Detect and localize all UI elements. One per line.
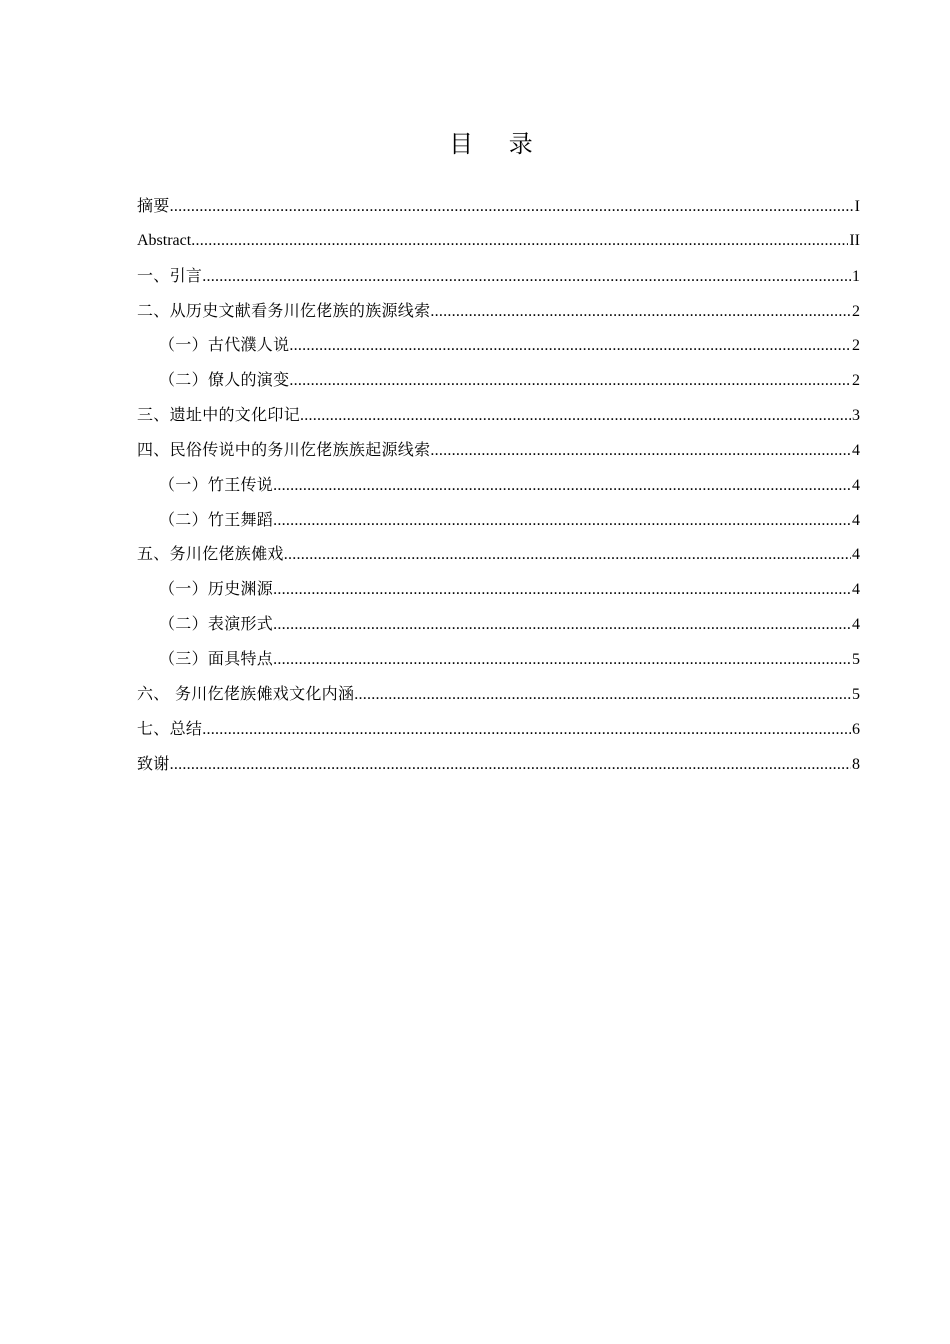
toc-title: 目 录: [449, 130, 547, 158]
toc-entry-page: 2: [852, 372, 860, 390]
toc-entry-page: 4: [852, 616, 860, 634]
toc-entry-page: 4: [852, 441, 860, 459]
toc-entry-page: I: [854, 198, 860, 215]
toc-entry-label: 摘要: [137, 196, 170, 215]
toc-entry-section-5-3[interactable]: [137, 642, 860, 677]
toc-entry-section-4-1[interactable]: [137, 468, 860, 503]
toc-entry-label: 七、总结: [137, 718, 203, 738]
toc-entry-page: 4: [852, 546, 860, 564]
toc-entry-introduction[interactable]: [137, 259, 860, 294]
toc-entry-label: 一、引言: [137, 265, 203, 285]
toc-entry-label: （二）竹王舞蹈: [159, 509, 274, 529]
dot-leader: [430, 295, 851, 330]
dot-leader: [202, 260, 851, 295]
toc-entry-label: 致谢: [137, 753, 170, 773]
toc-entry-section-3[interactable]: [137, 398, 860, 433]
dot-leader: [202, 713, 851, 748]
toc-entry-page: 2: [852, 302, 860, 320]
dot-leader: [170, 748, 851, 783]
toc-entry-acknowledgements[interactable]: [137, 747, 860, 782]
toc-entry-label: 三、遗址中的文化印记: [137, 405, 301, 425]
toc-entry-label: 五、务川仡佬族傩戏: [137, 544, 284, 564]
toc-entry-page: 2: [852, 337, 860, 355]
toc-entry-page: 4: [852, 511, 860, 529]
dot-leader: [289, 364, 851, 399]
dot-leader: [273, 643, 851, 678]
toc-entry-abstract-en[interactable]: [137, 224, 860, 259]
toc-entry-label: 四、民俗传说中的务川仡佬族族起源线索: [137, 439, 431, 459]
dot-leader: [170, 190, 854, 225]
toc-entry-page: 8: [852, 755, 860, 773]
toc-entry-page: 1: [852, 267, 860, 285]
toc-entry-page: 4: [852, 476, 860, 494]
dot-leader: [191, 224, 848, 259]
toc-entry-abstract-cn[interactable]: [137, 189, 860, 224]
toc-entry-page: 6: [852, 720, 860, 738]
toc-entry-label: （一）历史渊源: [159, 579, 274, 599]
toc-entry-section-2-1[interactable]: [137, 328, 860, 363]
toc-entry-section-5-1[interactable]: [137, 572, 860, 607]
toc-entry-page: 5: [852, 685, 860, 703]
dot-leader: [273, 469, 851, 504]
toc-entry-section-4-2[interactable]: [137, 503, 860, 538]
toc-entry-label: （二）僚人的演变: [159, 370, 290, 390]
toc-entry-label: 六、 务川仡佬族傩戏文化内涵: [137, 683, 355, 703]
toc-entry-label: （一）竹王传说: [159, 474, 274, 494]
dot-leader: [289, 329, 851, 364]
toc-entry-label: （三）面具特点: [159, 648, 274, 668]
toc-entry-page: 4: [852, 581, 860, 599]
toc-entry-section-5[interactable]: [137, 537, 860, 572]
dot-leader: [273, 573, 851, 608]
dot-leader: [300, 399, 851, 434]
toc-entry-section-4[interactable]: [137, 433, 860, 468]
toc-entry-page: 3: [852, 407, 860, 425]
dot-leader: [273, 608, 851, 643]
toc-entry-page: 5: [852, 650, 860, 668]
toc-entry-section-7[interactable]: [137, 712, 860, 747]
dot-leader: [273, 504, 851, 539]
toc-entry-label: （一）古代濮人说: [159, 335, 290, 355]
toc-entry-page: II: [849, 231, 860, 249]
toc-entry-label: （二）表演形式: [159, 614, 274, 634]
toc-entry-section-2[interactable]: [137, 294, 860, 329]
dot-leader: [284, 538, 851, 573]
toc-entry-label: Abstract: [137, 231, 192, 249]
toc-entry-section-6[interactable]: [137, 677, 860, 712]
dot-leader: [354, 678, 851, 713]
toc-entry-section-5-2[interactable]: [137, 607, 860, 642]
dot-leader: [430, 434, 851, 469]
toc-entry-label: 二、从历史文献看务川仡佬族的族源线索: [137, 300, 431, 320]
toc-entry-section-2-2[interactable]: [137, 363, 860, 398]
table-of-contents: [137, 189, 860, 781]
